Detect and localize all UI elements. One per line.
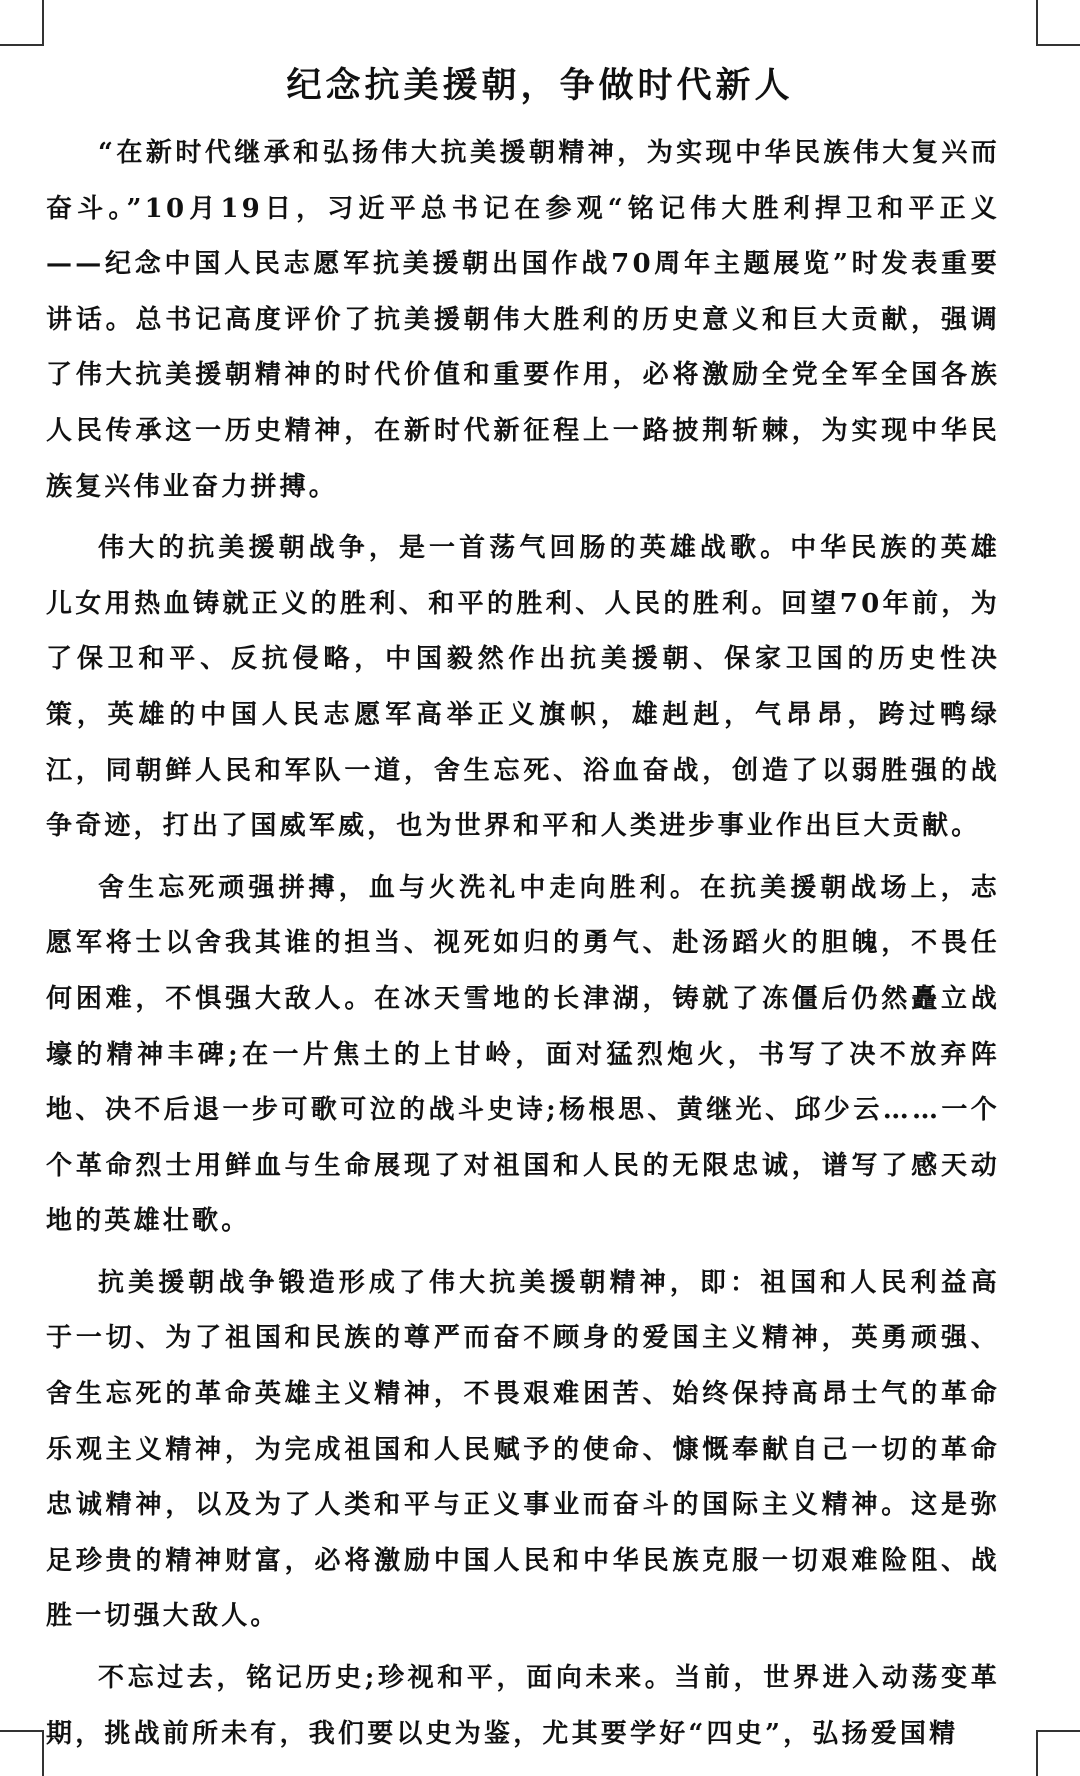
page-title: 纪念抗美援朝，争做时代新人 bbox=[286, 65, 794, 106]
paragraph-3: 舍生忘死顽强拼搏，血与火洗礼中走向胜利。在抗美援朝战场上，志愿军将士以舍我其谁的担当、视死如归的勇气、赴汤蹈火的胆魄，不畏任何困难，不惧强大敌人。在冰天雪地的长津湖，铸就了冻僵后仍然矗立战壕的精神丰碑;在一片焦土的上甘岭，面对猛烈炮火，书写了决不放弃阵地、决不后退一步可歌可泣的战斗史诗;杨根思、黄继光、邱少云……一个个革命烈士用鲜血与生命展现了对祖国和人民的无限忠诚，谱写了感天动地的英雄壮歌。 bbox=[46, 872, 1000, 1237]
crop-mark-bottom-left bbox=[0, 1730, 44, 1776]
paragraph-1: “在新时代继承和弘扬伟大抗美援朝精神，为实现中华民族伟大复兴而奋斗。”10月19日，习近平总书记在参观“铭记伟大胜利捍卫和平正义——纪念中国人民志愿军抗美援朝出国作战70周年主题展览”时发表重要讲话。总书记高度评价了抗美援朝伟大胜利的历史意义和巨大贡献，强调了伟大抗美援朝精神的时代价值和重要作用，必将激励全党全军全国各族人民传承这一历史精神，在新时代新征程上一路披荆斩棘，为实现中华民族复兴伟业奋力拼搏。 bbox=[46, 138, 1000, 502]
paragraph-5: 不忘过去，铭记历史;珍视和平，面向未来。当前，世界进入动荡变革期，挑战前所未有，我们要以史为鉴，尤其要学好“四史”，弘扬爱国精 bbox=[46, 1663, 1000, 1749]
crop-mark-top-right bbox=[1036, 0, 1080, 46]
paragraph-4: 抗美援朝战争锻造形成了伟大抗美援朝精神，即：祖国和人民利益高于一切、为了祖国和民族的尊严而奋不顾身的爱国主义精神，英勇顽强、舍生忘死的革命英雄主义精神，不畏艰难困苦、始终保持高昂士气的革命乐观主义精神，为完成祖国和人民赋予的使命、慷慨奉献自己一切的革命忠诚精神，以及为了人类和平与正义事业而奋斗的国际主义精神。这是弥足珍贵的精神财富，必将激励中国人民和中华民族克服一切艰难险阻、战胜一切强大敌人。 bbox=[46, 1267, 1000, 1632]
article-body bbox=[46, 126, 1000, 1768]
crop-mark-top-left bbox=[0, 0, 44, 46]
paragraph-2: 伟大的抗美援朝战争，是一首荡气回肠的英雄战歌。中华民族的英雄儿女用热血铸就正义的胜利、和平的胜利、人民的胜利。回望70年前，为了保卫和平、反抗侵略，中国毅然作出抗美援朝、保家卫国的历史性决策，英雄的中国人民志愿军高举正义旗帜，雄赳赳，气昂昂，跨过鸭绿江，同朝鲜人民和军队一道，舍生忘死、浴血奋战，创造了以弱胜强的战争奇迹，打出了国威军威，也为世界和平和人类进步事业作出巨大贡献。 bbox=[46, 533, 1000, 842]
crop-mark-bottom-right bbox=[1036, 1730, 1080, 1776]
